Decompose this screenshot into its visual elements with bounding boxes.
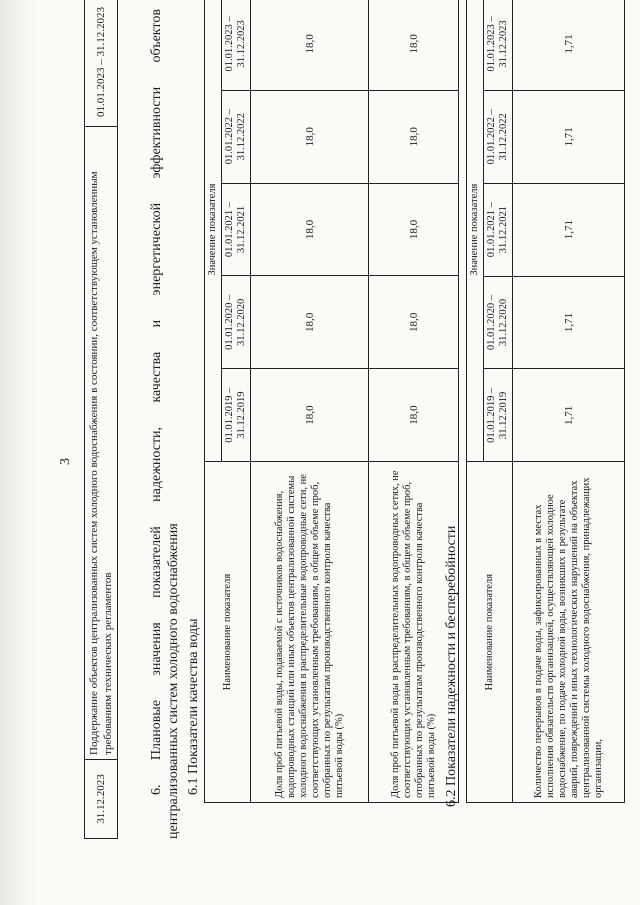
indicator-value: 18,0 xyxy=(369,183,459,276)
name-column-header: Наименование показателя xyxy=(467,462,513,803)
indicator-value: 18,0 xyxy=(251,276,369,369)
indicator-value: 18,0 xyxy=(369,0,459,90)
continuation-table xyxy=(84,0,118,839)
name-column-header: Наименование показателя xyxy=(205,462,251,803)
period-header: 01.01.2021 – 31.12.2021 xyxy=(484,183,513,276)
indicator-value: 1,71 xyxy=(513,90,625,183)
reliability-table xyxy=(466,0,625,803)
row-description: Поддержание объектов централизованных систем холодного водоснабжения в состоянии, соответствующем установленным требованиям технических регламентов xyxy=(85,127,118,760)
period-header: 01.01.2023 – 31.12.2023 xyxy=(222,0,251,90)
section-number: 6. xyxy=(149,784,164,795)
value-column-header: Значение показателя xyxy=(467,0,484,462)
indicator-value: 18,0 xyxy=(251,90,369,183)
heading-word: энергетической xyxy=(149,202,164,296)
section-6-heading-line2: централизованных систем холодного водоснабжения xyxy=(166,523,181,839)
table-header-row xyxy=(205,0,222,803)
row-period: 01.01.2023 – 31.12.2023 xyxy=(85,0,118,127)
indicator-name: Количество перерывов в подаче воды, зафиксированных в местах исполнения обязательств организацией, осуществляющей холодное водоснабжение, по подаче холодной воды, возникших в результате аварий, повреждений и иных технологических нарушений на объектах централизованной системы холодного водоснабжения, принадлежащих организации, xyxy=(513,462,625,803)
heading-word: эффективности xyxy=(149,86,164,179)
page-number: 3 xyxy=(58,458,73,465)
indicator-name: Доля проб питьевой воды в распределительных водопроводных сетях, не соответствующих установленным требованиям, в общем объеме проб, отобранных по результатам производственного контроля качества питьевой воды (%) xyxy=(369,462,459,803)
section-6-2-title: 6.2 Показатели надежности и бесперебойности xyxy=(444,525,459,807)
period-header: 01.01.2019 – 31.12.2019 xyxy=(484,369,513,462)
indicator-value: 18,0 xyxy=(369,90,459,183)
indicator-value: 1,71 xyxy=(513,276,625,369)
row-date: 31.12.2023 xyxy=(85,760,118,839)
heading-word: надежности, xyxy=(149,426,164,502)
indicator-value: 1,71 xyxy=(513,183,625,276)
heading-word: показателей xyxy=(149,526,164,598)
quality-table xyxy=(204,0,459,803)
indicator-value: 1,71 xyxy=(513,0,625,90)
section-6-heading-line1 xyxy=(148,9,165,839)
heading-word: качества xyxy=(149,351,164,403)
indicator-value: 1,71 xyxy=(513,369,625,462)
period-header: 01.01.2023 – 31.12.2023 xyxy=(484,0,513,90)
value-column-header: Значение показателя xyxy=(205,0,222,462)
section-6-1-title: 6.1 Показатели качества воды xyxy=(186,618,201,795)
heading-word: и xyxy=(149,319,164,328)
indicator-name: Доля проб питьевой воды, подаваемой с источников водоснабжения, водопроводных станций или иных объектов централизованной системы холодного водоснабжения в распределительные водопроводные сети, не соответствующих установленным требованиям, в общем объеме проб, отобранных по результатам производственного контроля качества питьевой воды (%) xyxy=(251,462,369,803)
table-row xyxy=(85,0,118,839)
indicator-value: 18,0 xyxy=(369,369,459,462)
heading-word: Плановые xyxy=(149,700,164,761)
period-header: 01.01.2020 – 31.12.2020 xyxy=(484,276,513,369)
indicator-value: 18,0 xyxy=(251,0,369,90)
indicator-value: 18,0 xyxy=(251,369,369,462)
period-header: 01.01.2021 – 31.12.2021 xyxy=(222,183,251,276)
section-6-heading xyxy=(148,9,182,839)
period-header: 01.01.2022 – 31.12.2022 xyxy=(484,90,513,183)
period-header: 01.01.2022 – 31.12.2022 xyxy=(222,90,251,183)
table-row xyxy=(513,0,625,803)
indicator-value: 18,0 xyxy=(369,276,459,369)
period-header: 01.01.2019 – 31.12.2019 xyxy=(222,369,251,462)
heading-word: значения xyxy=(149,622,164,676)
table-row xyxy=(251,0,369,803)
heading-word: объектов xyxy=(149,9,164,63)
period-header: 01.01.2020 – 31.12.2020 xyxy=(222,276,251,369)
indicator-value: 18,0 xyxy=(251,183,369,276)
table-header-row xyxy=(467,0,484,803)
